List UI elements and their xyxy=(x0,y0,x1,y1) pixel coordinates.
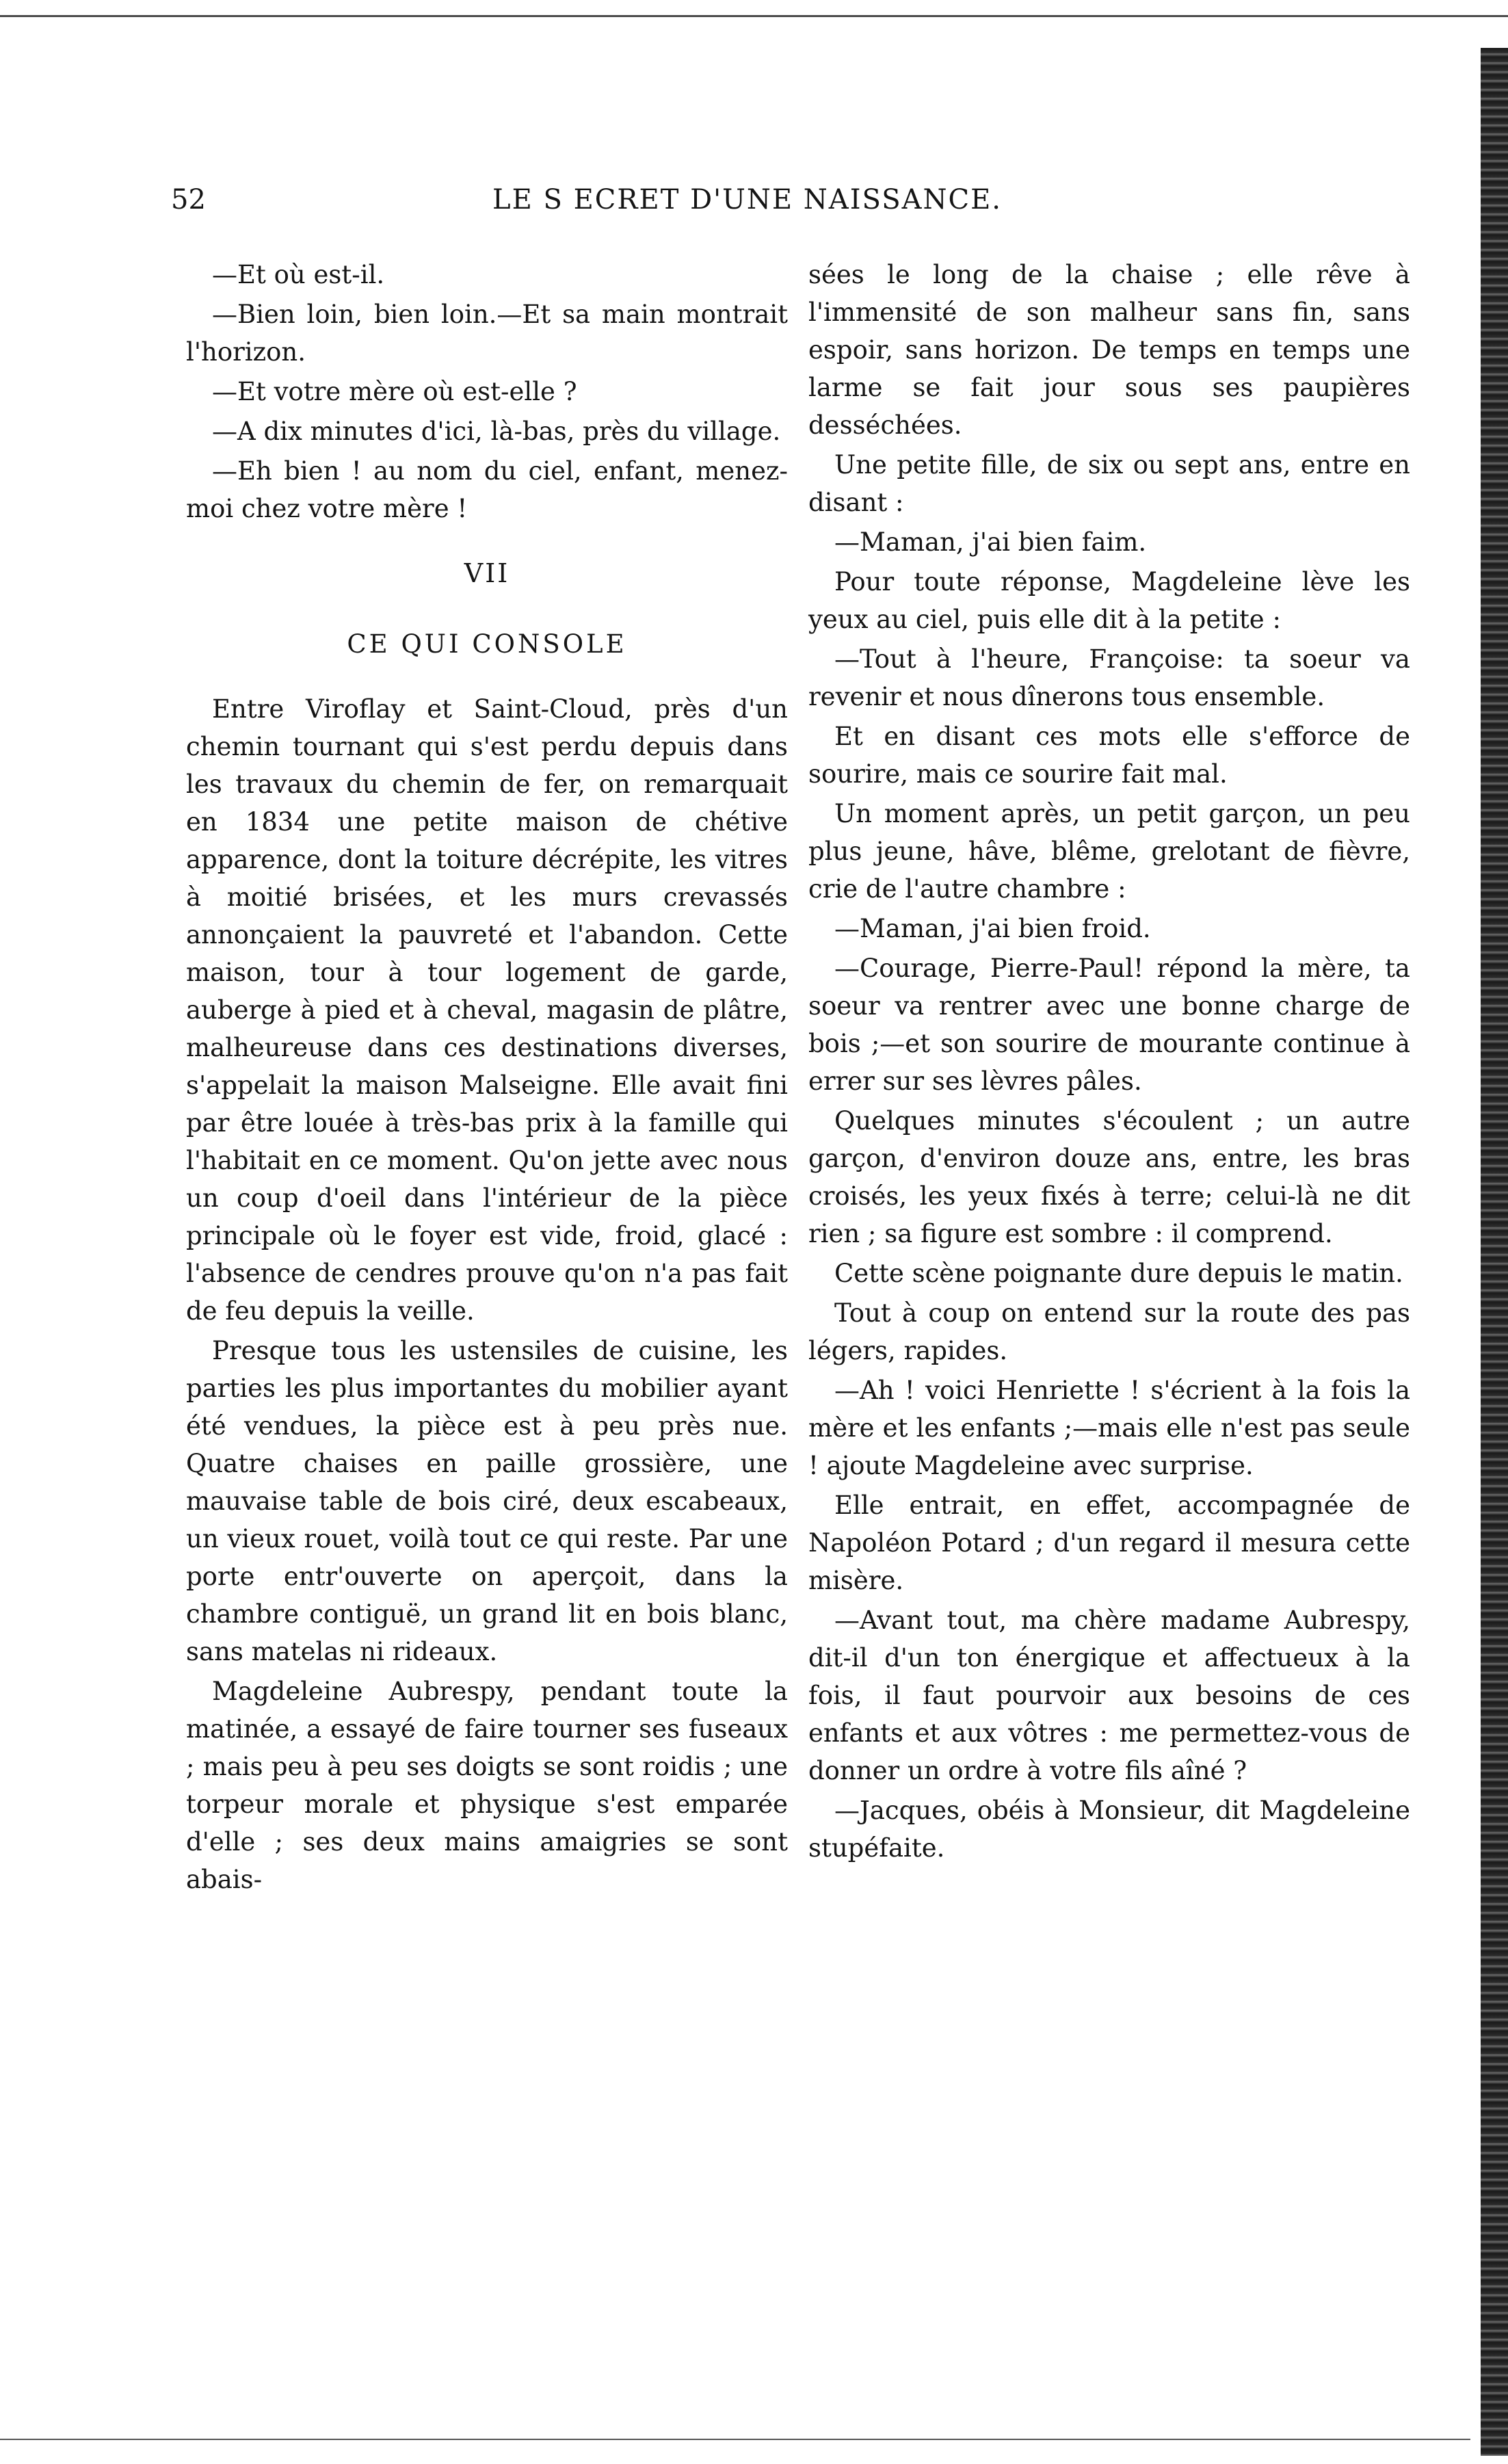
dialogue-line: —Maman, j'ai bien froid. xyxy=(834,914,1151,943)
dialogue-line: —Eh bien ! au nom du ciel, enfant, menez-moi chez votre mère ! xyxy=(186,456,788,523)
dialogue-line: —A dix minutes d'ici, là-bas, près du village. xyxy=(212,417,781,446)
dialogue-line: —Et où est-il. xyxy=(212,260,385,289)
paragraph: Quelques minutes s'écoulent ; un autre garçon, d'environ douze ans, entre, les bras croisés, les yeux fixés à terre; celui-là ne dit rien ; sa figure est sombre : il comprend. xyxy=(808,1106,1410,1248)
scan-bottom-edge xyxy=(0,2439,1470,2440)
running-head: LE S ECRET D'UNE NAISSANCE. xyxy=(492,184,1002,215)
dialogue-line: —Courage, Pierre-Paul! répond la mère, ta soeur va rentrer avec une bonne charge de bois ;—et son sourire de mourante continue à errer sur ses lèvres pâles. xyxy=(808,954,1410,1096)
paragraph-continuation: sées le long de la chaise ; elle rêve à l'immensité de son malheur sans fin, sans espoir, sans horizon. De temps en temps une larme se fait jour sous ses paupières desséchées. xyxy=(808,260,1410,440)
paragraph: Cette scène poignante dure depuis le matin. xyxy=(834,1259,1403,1288)
dialogue-line: —Jacques, obéis à Monsieur, dit Magdeleine stupéfaite. xyxy=(808,1796,1410,1863)
paragraph: Pour toute réponse, Magdeleine lève les yeux au ciel, puis elle dit à la petite : xyxy=(808,567,1410,634)
paragraph: Et en disant ces mots elle s'efforce de sourire, mais ce sourire fait mal. xyxy=(808,722,1410,789)
paragraph: Un moment après, un petit garçon, un peu plus jeune, hâve, blême, grelotant de fièvre, crie de l'autre chambre : xyxy=(808,799,1410,904)
paragraph: Tout à coup on entend sur la route des pas légers, rapides. xyxy=(808,1298,1410,1365)
dialogue-line: —Et votre mère où est-elle ? xyxy=(212,377,577,406)
chapter-title: CE QUI CONSOLE xyxy=(347,629,627,659)
paragraph: Elle entrait, en effet, accompagnée de Napoléon Potard ; d'un regard il mesura cette misère. xyxy=(808,1491,1410,1595)
scan-top-edge xyxy=(0,15,1508,17)
left-column xyxy=(186,256,788,1898)
dialogue-line: —Bien loin, bien loin.—Et sa main montrait l'horizon. xyxy=(186,300,788,367)
dialogue-line: —Avant tout, ma chère madame Aubrespy, dit-il d'un ton énergique et affectueux à la fois, il faut pourvoir aux besoins de ces enfants et aux vôtres : me permettez-vous de donner un ordre à votre fils aîné ? xyxy=(808,1605,1410,1785)
scan-binding-edge xyxy=(1481,48,1508,2456)
dialogue-line: —Tout à l'heure, Françoise: ta soeur va revenir et nous dînerons tous ensemble. xyxy=(808,644,1410,711)
paragraph: Une petite fille, de six ou sept ans, entre en disant : xyxy=(808,450,1410,517)
paragraph: Presque tous les ustensiles de cuisine, les parties les plus importantes du mobilier ayant été vendues, la pièce est à peu près nue. Quatre chaises en paille grossière, une mauvaise table de bois ciré, deux escabeaux, un vieux rouet, voilà tout ce qui reste. Par une porte entr'ouverte on aperçoit, dans la chambre contiguë, un grand lit en bois blanc, sans matelas ni rideaux. xyxy=(186,1336,788,1666)
dialogue-line: —Ah ! voici Henriette ! s'écrient à la fois la mère et les enfants ;—mais elle n'est pas seule ! ajoute Magdeleine avec surprise. xyxy=(808,1376,1410,1480)
right-column xyxy=(808,256,1410,1867)
paragraph: Magdeleine Aubrespy, pendant toute la matinée, a essayé de faire tourner ses fuseaux ; mais peu à peu ses doigts se sont roidis ; une torpeur morale et physique s'est emparée d'elle ; ses deux mains amaigries se sont abais- xyxy=(186,1677,788,1894)
page-header xyxy=(171,179,1074,220)
paragraph: Entre Viroflay et Saint-Cloud, près d'un chemin tournant qui s'est perdu depuis dans les travaux du chemin de fer, on remarquait en 1834 une petite maison de chétive apparence, dont la toiture décrépite, les vitres à moitié brisées, et les murs crevassés annonçaient la pauvreté et l'abandon. Cette maison, tour à tour logement de garde, auberge à pied et à cheval, magasin de plâtre, malheureuse dans ces destinations diverses, s'appelait la maison Malseigne. Elle avait fini par être louée à très-bas prix à la famille qui l'habitait en ce moment. Qu'on jette avec nous un coup d'oeil dans l'intérieur de la pièce principale où le foyer est vide, froid, glacé : l'absence de cendres prouve qu'on n'a pas fait de feu depuis la veille. xyxy=(186,694,788,1326)
chapter-number: VII xyxy=(464,558,510,588)
dialogue-line: —Maman, j'ai bien faim. xyxy=(834,527,1147,557)
page-number: 52 xyxy=(171,184,206,215)
